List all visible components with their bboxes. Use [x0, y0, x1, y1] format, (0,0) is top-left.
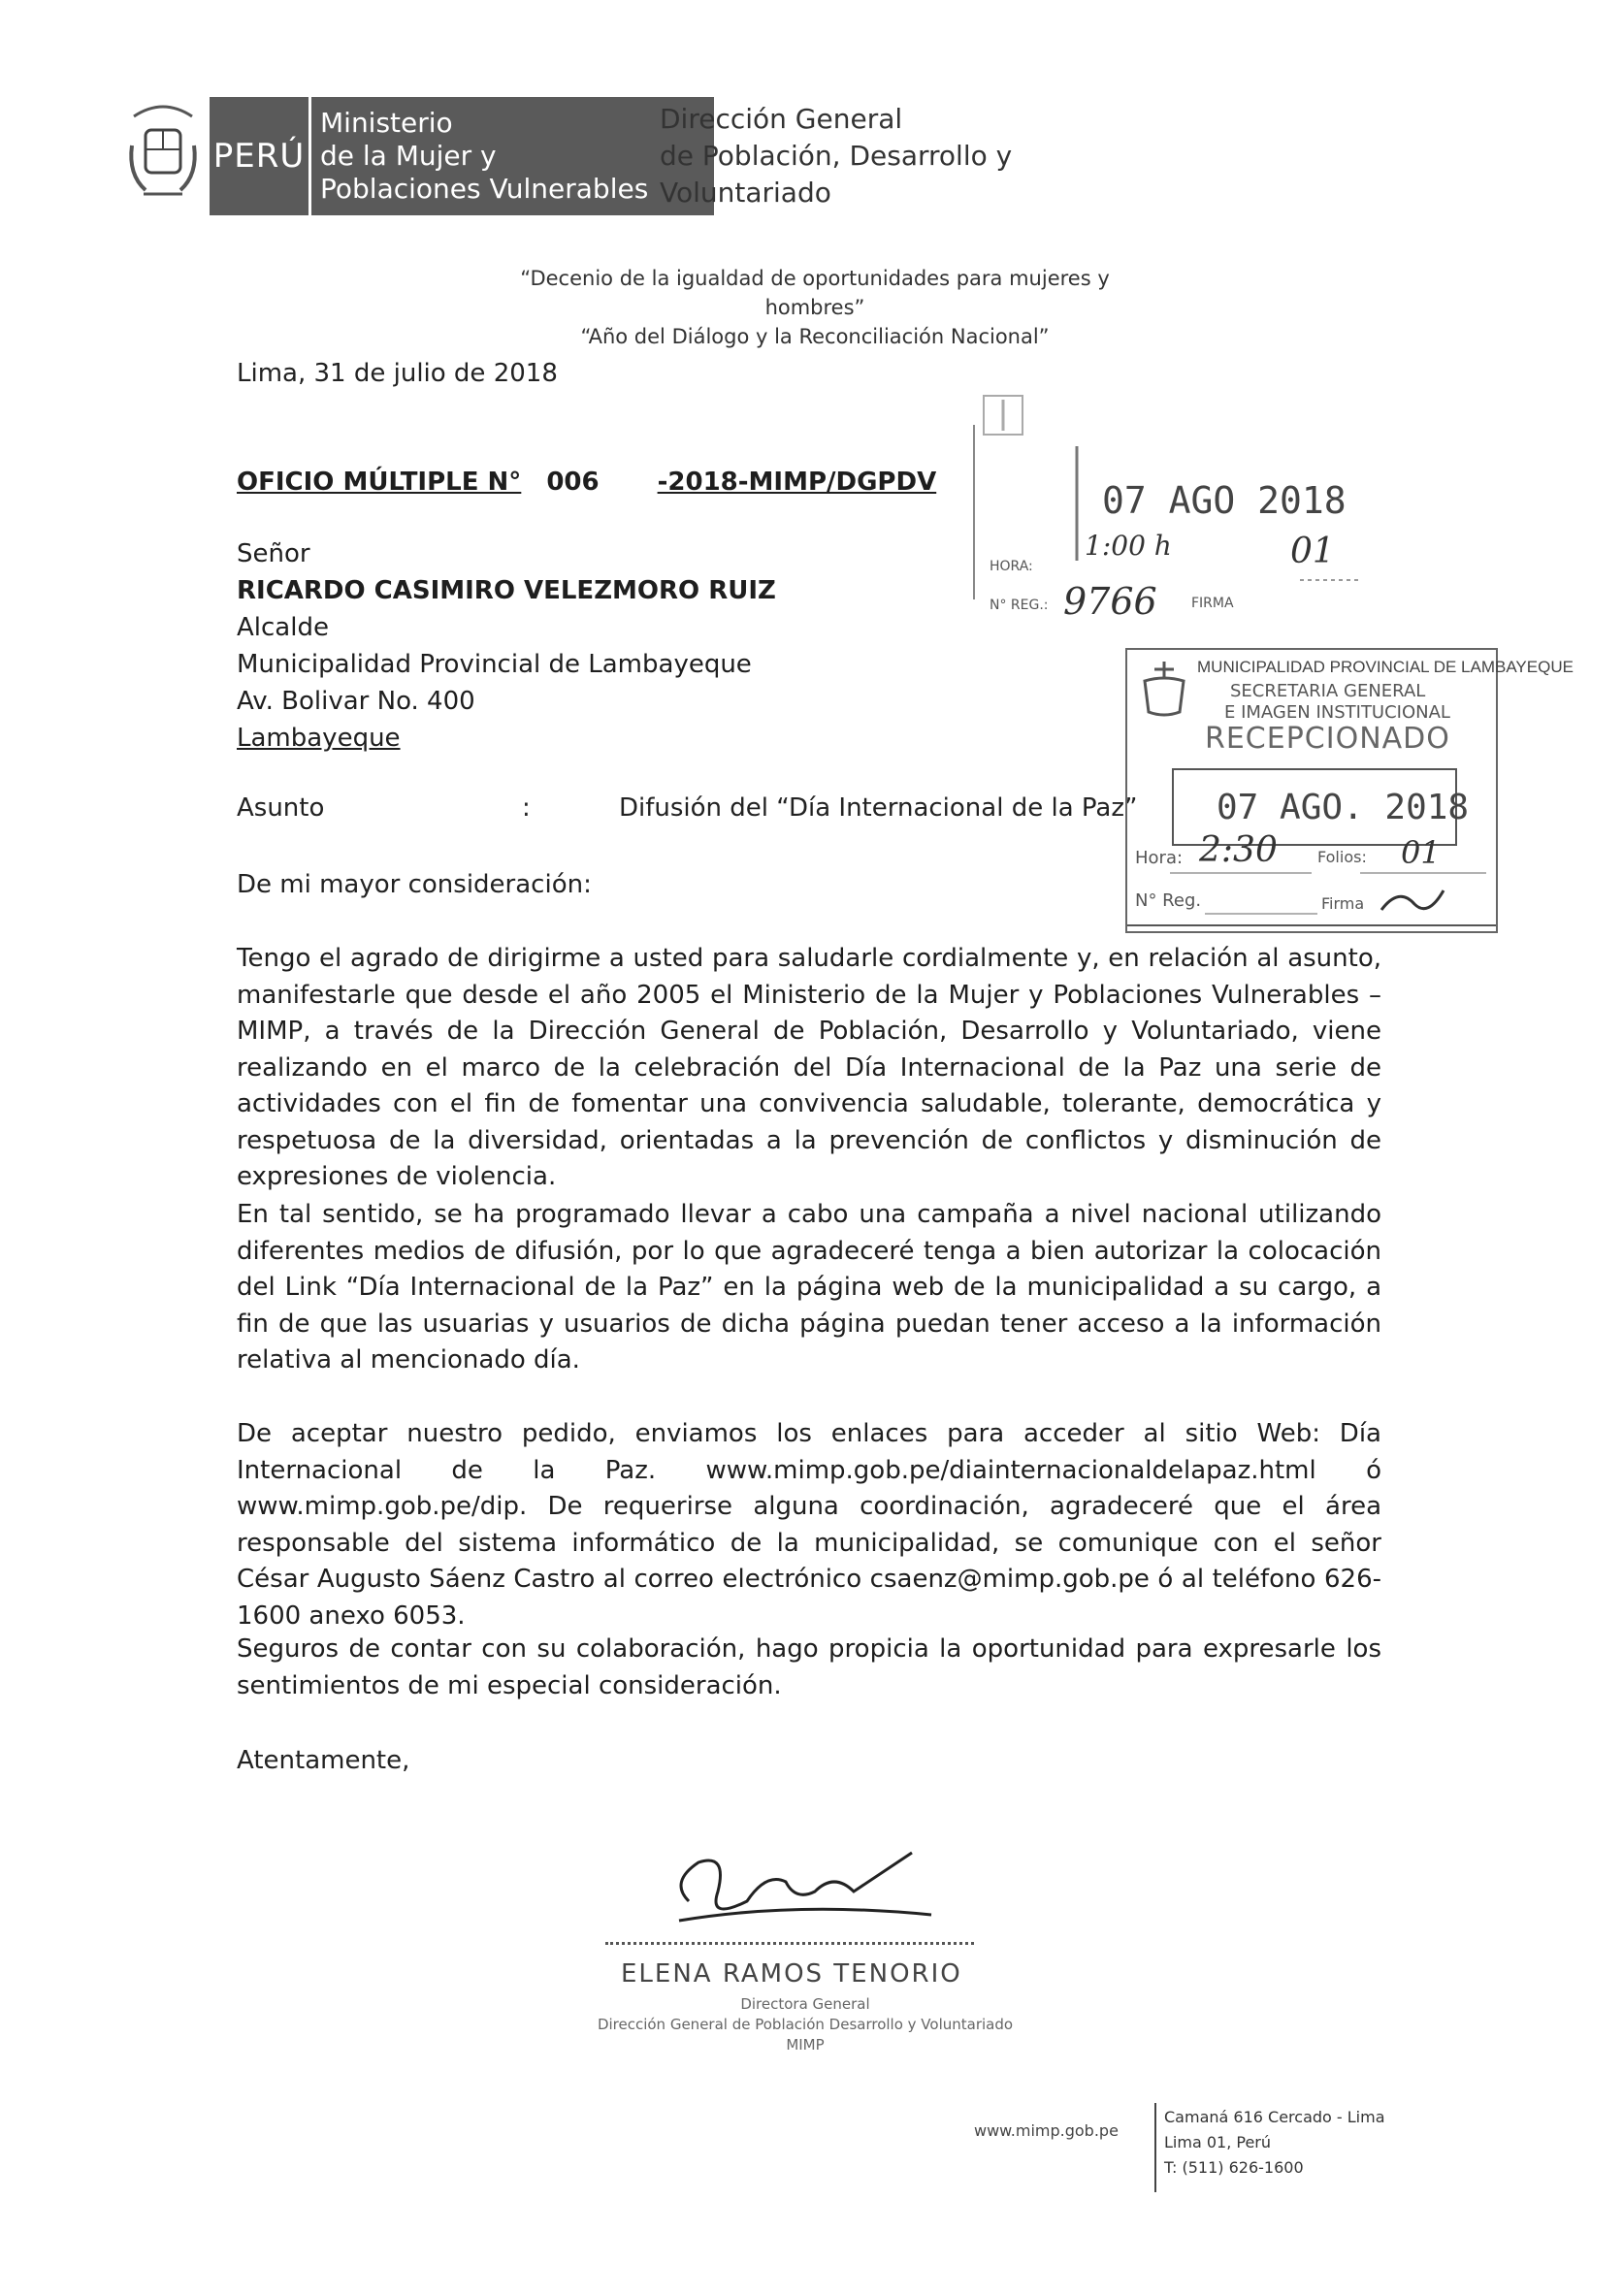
footer-address	[1164, 2105, 1385, 2181]
ministry-name-line: Ministerio	[320, 107, 453, 139]
ministry-name	[320, 107, 648, 206]
ministry-logo	[124, 97, 649, 218]
stamp-hora-label: HORA:	[990, 559, 1033, 574]
stamp-folios-value: 01	[1290, 532, 1335, 571]
stamp-hora-value: 1:00 h	[1085, 530, 1172, 562]
stamp-date: 07 AGO. 2018	[1217, 788, 1470, 827]
stamp-lines-icon	[1127, 650, 1496, 931]
body-paragraph: Tengo el agrado de dirigirme a usted para saludarle cordialmente y, en relación al asunto, manifestarle que desde el año 2005 el Ministerio de la Mujer y Poblaciones Vulnerables – MIMP, a través de la Dirección General de Población, Desarrollo y Voluntariado, viene realizando en el marco de la celebración del Día Internacional de la Paz una serie de actividades con el fin de fomentar una convivencia saludable, tolerante, democrática y respetuosa de la diversidad, orientadas a la prevención de conflictos y disminución de expresiones de violencia.	[237, 944, 1381, 1191]
signer-name: ELENA RAMOS TENORIO	[621, 1959, 962, 1989]
oficio-number: 006	[546, 468, 600, 497]
stamp-line-1: MUNICIPALIDAD PROVINCIAL DE LAMBAYEQUE	[1197, 658, 1574, 676]
stamp-folios-value: 01	[1401, 834, 1441, 871]
direction-line: Voluntariado	[660, 177, 831, 209]
recipient-salutation: Señor	[237, 539, 310, 568]
oficio-reference	[237, 468, 936, 497]
stamp-firma-label: Firma	[1321, 894, 1365, 913]
decenio-motto	[475, 264, 1154, 351]
footer-address-line: Lima 01, Perú	[1164, 2133, 1272, 2151]
stamp-folios-label: Folios:	[1317, 848, 1367, 866]
body-paragraph: De aceptar nuestro pedido, enviamos los enlaces para acceder al sitio Web: Día Internacional de la Paz. www.mimp.gob.pe/diainternacionaldelapaz.html ó www.mimp.gob.pe/dip. De requerirse alguna coordinación, agradeceré que el área responsable del sistema informático de la municipalidad, se comunique con el señor César Augusto Sáenz Castro al correo electrónico csaenz@mimp.gob.pe ó al teléfono 626-1600 anexo 6053.	[237, 1419, 1381, 1631]
signature-dotted-line	[605, 1942, 974, 1945]
handwritten-signature	[660, 1833, 951, 1940]
closing: Atentamente,	[237, 1746, 410, 1775]
recipient-address: Av. Bolivar No. 400	[237, 687, 475, 716]
subject-colon: :	[522, 793, 531, 823]
direction-name	[660, 101, 1012, 211]
year-motto-line: “Año del Diálogo y la Reconciliación Nacional”	[580, 325, 1050, 348]
peru-label: PERÚ	[210, 97, 311, 215]
recipient-name: RICARDO CASIMIRO VELEZMORO RUIZ	[237, 576, 776, 605]
coat-of-arms-icon	[124, 97, 202, 213]
ministry-name-line: Poblaciones Vulnerables	[320, 173, 649, 205]
recipient-entity: Municipalidad Provincial de Lambayeque	[237, 650, 752, 679]
greeting: De mi mayor consideración:	[237, 870, 592, 899]
subject-label: Asunto	[237, 793, 325, 823]
body-paragraph: Seguros de contar con su colaboración, hago propicia la oportunidad para expresarle los sentimientos de mi especial consideración.	[237, 1634, 1381, 1700]
date-line: Lima, 31 de julio de 2018	[237, 359, 558, 388]
signer-title	[582, 1994, 1028, 2055]
stamp-hora-label: Hora:	[1135, 848, 1184, 868]
recipient-city: Lambayeque	[237, 724, 401, 753]
recipient-block	[237, 535, 776, 757]
stamp-hora-value: 2:30	[1199, 830, 1278, 870]
municipal-stamp	[1125, 648, 1574, 933]
oficio-suffix: -2018-MIMP/DGPDV	[657, 468, 937, 497]
footer-divider	[1154, 2103, 1156, 2192]
signer-title-line: Directora General	[740, 1995, 870, 2013]
recipient-position: Alcalde	[237, 613, 329, 642]
decenio-line: “Decenio de la igualdad de oportunidades para mujeres y hombres”	[520, 267, 1110, 319]
direction-line: Dirección General	[660, 103, 903, 135]
stamp-line-4: RECEPCIONADO	[1205, 722, 1450, 756]
body-paragraph: En tal sentido, se ha programado llevar a cabo una campaña a nivel nacional utilizando diferentes medios de difusión, por lo que agradeceré tenga a bien autorizar la colocación del Link “Día Internacional de la Paz” en la página web de la municipalidad a su cargo, a fin de que las usuarias y usuarios de dicha página puedan tener acceso a la información relativa al mencionado día.	[237, 1200, 1381, 1374]
ministry-name-line: de la Mujer y	[320, 140, 497, 172]
stamp-reg-label: N° REG.:	[990, 598, 1049, 613]
stamp-line-3: E IMAGEN INSTITUCIONAL	[1224, 702, 1450, 723]
reception-stamp	[970, 386, 1378, 638]
stamp-date: 07 AGO 2018	[1102, 479, 1347, 522]
stamp-firma-label: FIRMA	[1191, 596, 1234, 611]
subject-value: Difusión del “Día Internacional de la Paz”	[619, 793, 1138, 823]
direction-line: de Población, Desarrollo y	[660, 140, 1013, 172]
ministry-banner	[210, 97, 714, 215]
signature-block	[582, 1833, 1028, 2066]
stamp-reg-label: N° Reg.	[1135, 890, 1202, 911]
footer-phone: T: (511) 626-1600	[1164, 2158, 1304, 2177]
signer-title-line: Dirección General de Población Desarrollo y Voluntariado	[597, 2016, 1014, 2033]
footer-website: www.mimp.gob.pe	[974, 2121, 1119, 2140]
footer-address-line: Camaná 616 Cercado - Lima	[1164, 2108, 1385, 2126]
oficio-prefix: OFICIO MÚLTIPLE N°	[237, 468, 522, 497]
stamp-line-2: SECRETARIA GENERAL	[1230, 681, 1426, 701]
stamp-reg-value: 9766	[1063, 580, 1157, 623]
signer-title-line: MIMP	[786, 2036, 825, 2053]
